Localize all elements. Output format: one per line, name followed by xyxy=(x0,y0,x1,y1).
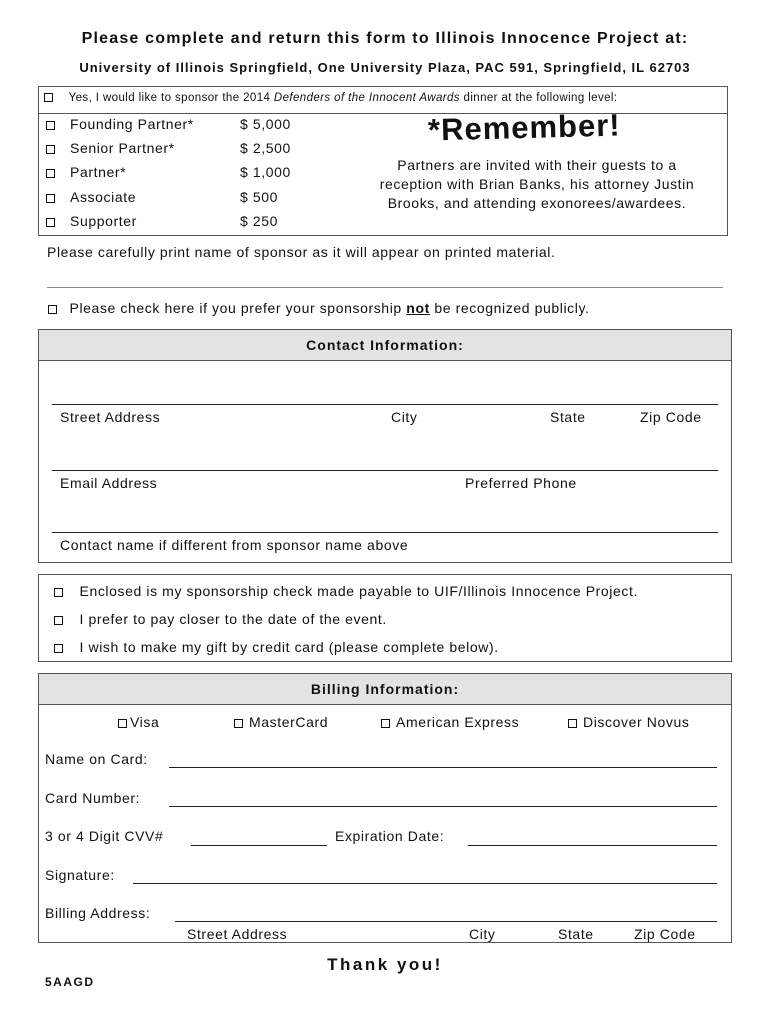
payment-card-option[interactable] xyxy=(54,639,499,655)
payment-check-option[interactable] xyxy=(54,583,638,599)
contact-name-line[interactable] xyxy=(52,532,718,533)
payment-checkbox[interactable] xyxy=(54,588,63,597)
card-amex[interactable] xyxy=(381,714,519,730)
card-number-line[interactable] xyxy=(169,806,717,807)
card-number-label: Card Number: xyxy=(45,790,141,806)
card-mastercard[interactable] xyxy=(234,714,328,730)
contact-zip-label: Zip Code xyxy=(640,409,702,425)
level-amount: $ 250 xyxy=(240,213,279,229)
card-discover[interactable] xyxy=(568,714,689,730)
expiration-label: Expiration Date: xyxy=(335,828,445,844)
thank-you: Thank you! xyxy=(327,955,443,974)
sponsor-yes-suffix: dinner at the following level: xyxy=(459,92,618,104)
name-on-card-line[interactable] xyxy=(169,767,717,768)
contact-title: Contact Information: xyxy=(39,330,731,361)
email-phone-line[interactable] xyxy=(52,470,718,471)
level-amount: $ 500 xyxy=(240,189,279,205)
card-checkbox[interactable] xyxy=(118,719,127,728)
sponsor-yes-row xyxy=(44,92,617,104)
level-name: Partner* xyxy=(70,164,127,180)
billing-zip-label: Zip Code xyxy=(634,926,696,942)
card-label: Discover Novus xyxy=(583,714,690,730)
payment-option-text: Enclosed is my sponsorship check made payable to UIF/Illinois Innocence Project. xyxy=(79,583,638,599)
email-label: Email Address xyxy=(60,475,158,491)
card-checkbox[interactable] xyxy=(568,719,577,728)
signature-label: Signature: xyxy=(45,867,115,883)
level-name: Founding Partner* xyxy=(70,116,194,132)
cvv-label: 3 or 4 Digit CVV# xyxy=(45,828,164,844)
contact-section xyxy=(38,329,732,563)
card-visa[interactable] xyxy=(118,714,159,730)
anonymous-text: Please check here if you prefer your sponsorship xyxy=(69,300,407,316)
payment-option-text: I prefer to pay closer to the date of the event. xyxy=(79,611,387,627)
sponsor-yes-prefix: Yes, I would like to sponsor the 2014 xyxy=(68,92,274,104)
contact-name-label: Contact name if different from sponsor name above xyxy=(60,537,409,553)
billing-address-line[interactable] xyxy=(175,921,717,922)
card-checkbox[interactable] xyxy=(381,719,390,728)
payment-option-text: I wish to make my gift by credit card (please complete below). xyxy=(79,639,499,655)
level-amount: $ 2,500 xyxy=(240,140,291,156)
level-founding-partner[interactable] xyxy=(46,116,291,132)
level-senior-partner[interactable] xyxy=(46,140,291,156)
level-supporter[interactable] xyxy=(46,213,279,229)
anonymous-option[interactable] xyxy=(48,300,590,316)
level-amount: $ 1,000 xyxy=(240,164,291,180)
card-label: American Express xyxy=(396,714,520,730)
payment-checkbox[interactable] xyxy=(54,644,63,653)
name-on-card-label: Name on Card: xyxy=(45,751,148,767)
contact-street-label: Street Address xyxy=(60,409,161,425)
level-amount: $ 5,000 xyxy=(240,116,291,132)
form-code: 5AAGD xyxy=(45,975,95,989)
cvv-line[interactable] xyxy=(191,845,327,846)
contact-state-label: State xyxy=(550,409,586,425)
level-name: Senior Partner* xyxy=(70,140,175,156)
payment-checkbox[interactable] xyxy=(54,616,63,625)
billing-city-label: City xyxy=(469,926,496,942)
form-title: Please complete and return this form to Illinois Innocence Project at: xyxy=(81,30,689,47)
print-name-label: Please carefully print name of sponsor as it will appear on printed material. xyxy=(47,244,556,260)
contact-city-label: City xyxy=(391,409,418,425)
billing-title: Billing Information: xyxy=(39,674,731,705)
payment-later-option[interactable] xyxy=(54,611,387,627)
anonymous-emphasis: not xyxy=(406,300,430,316)
billing-state-label: State xyxy=(558,926,594,942)
mailing-address: University of Illinois Springfield, One University Plaza, PAC 591, Springfield, IL 62703 xyxy=(79,60,691,75)
billing-address-label: Billing Address: xyxy=(45,905,151,921)
level-checkbox[interactable] xyxy=(46,145,55,154)
level-associate[interactable] xyxy=(46,189,279,205)
level-checkbox[interactable] xyxy=(46,169,55,178)
level-partner[interactable] xyxy=(46,164,291,180)
card-label: MasterCard xyxy=(249,714,329,730)
level-checkbox[interactable] xyxy=(46,218,55,227)
card-checkbox[interactable] xyxy=(234,719,243,728)
billing-street-label: Street Address xyxy=(187,926,288,942)
anonymous-checkbox[interactable] xyxy=(48,305,57,314)
expiration-line[interactable] xyxy=(468,845,717,846)
phone-label: Preferred Phone xyxy=(465,475,577,491)
remember-note: Partners are invited with their guests to a reception with Brian Banks, his attorney Justin Brooks, and attending exonorees/awardees. xyxy=(379,157,695,211)
event-name: Defenders of the Innocent Awards xyxy=(273,92,460,104)
remember-heading: *Remember! xyxy=(427,107,622,148)
address-line[interactable] xyxy=(52,404,718,405)
level-name: Supporter xyxy=(70,213,137,229)
level-checkbox[interactable] xyxy=(46,194,55,203)
anonymous-text-end: be recognized publicly. xyxy=(429,300,590,316)
signature-line[interactable] xyxy=(133,883,717,884)
level-checkbox[interactable] xyxy=(46,121,55,130)
sponsor-name-line[interactable] xyxy=(47,287,723,288)
level-name: Associate xyxy=(70,189,137,205)
sponsor-yes-checkbox[interactable] xyxy=(44,93,53,102)
card-label: Visa xyxy=(130,714,160,730)
